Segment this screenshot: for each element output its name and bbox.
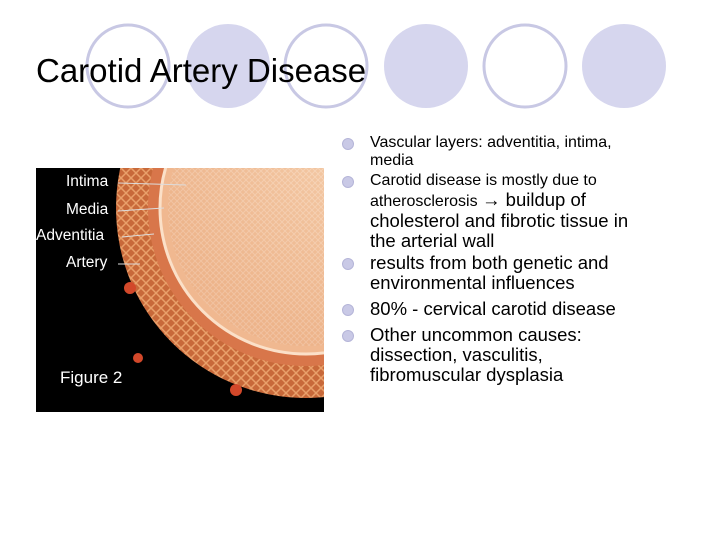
- bullet-icon: [342, 304, 354, 316]
- list-item: 80% - cervical carotid disease: [342, 299, 692, 319]
- bullet-icon: [342, 138, 354, 150]
- blob: [133, 353, 143, 363]
- figure-caption: Figure 2: [60, 368, 123, 387]
- list-item: Carotid disease is mostly due to atherosclerosis → buildup of cholesterol and fibrotic tissue in the arterial wall: [342, 172, 692, 251]
- arrow-icon: →: [482, 189, 501, 210]
- list-item: Vascular layers: adventitia, intima, media: [342, 134, 692, 170]
- circle-filled-3: [582, 24, 666, 108]
- list-item: results from both genetic and environmental influences: [342, 253, 692, 293]
- bullet-icon: [342, 176, 354, 188]
- adventitia-label: Adventitia: [36, 227, 105, 244]
- list-item: Other uncommon causes: dissection, vasculitis, fibromuscular dysplasia: [342, 325, 692, 385]
- media-label: Media: [66, 201, 109, 218]
- blob: [124, 282, 136, 294]
- circle-outline-3: [484, 25, 566, 107]
- circle-filled-2: [384, 24, 468, 108]
- bullet-list: [342, 134, 692, 385]
- bullet-icon: [342, 258, 354, 270]
- intima-label: Intima: [66, 173, 109, 190]
- bullet-icon: [342, 330, 354, 342]
- artery-figure: [36, 168, 324, 412]
- artery-label: Artery: [66, 254, 108, 271]
- blob: [230, 384, 242, 396]
- slide-title: Carotid Artery Disease: [36, 52, 367, 89]
